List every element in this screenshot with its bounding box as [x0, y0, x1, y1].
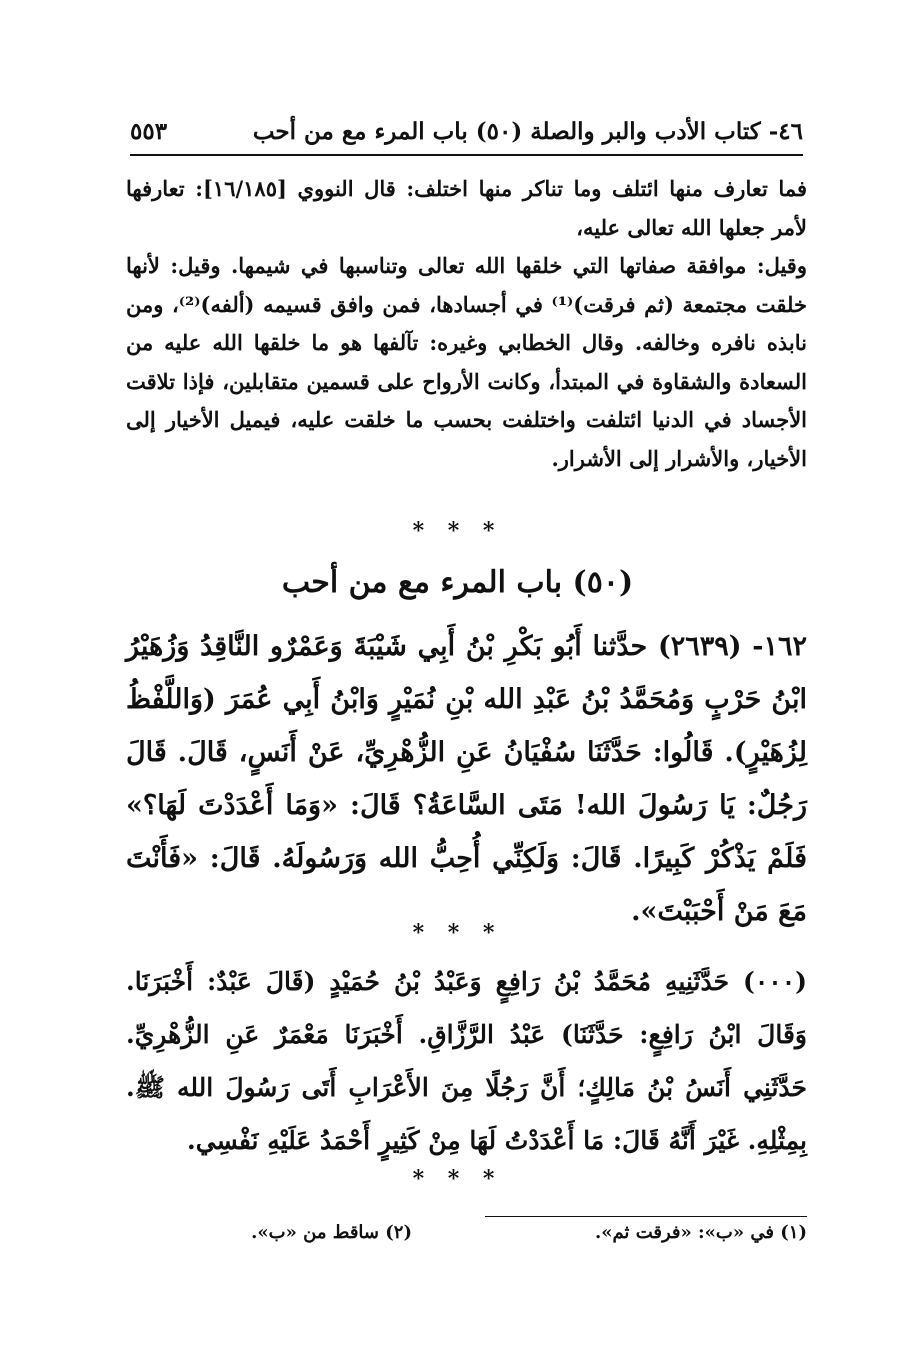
footnote-divider: [485, 1216, 807, 1217]
commentary-paragraph: فما تعارف منها ائتلف وما تناكر منها اختلف: قال النووي [١٦/١٨٥]: تعارفها لأمر جعلها الله تعالى عليه،: [126, 176, 807, 240]
commentary-block: [126, 170, 807, 478]
section-separator: * * *: [412, 518, 503, 544]
footnote-2: (٢) ساقط من «ب».: [251, 1222, 412, 1243]
running-title: ٤٦- كتاب الأدب والبر والصلة (٥٠) باب المرء مع من أحب: [252, 118, 803, 145]
hadith-text: ١٦٢- (٢٦٣٩) حدَّثنا أَبُو بَكْرِ بْنُ أَبِي شَيْبَةَ وَعَمْرٌو النَّاقِدُ وَزُهَيْرُ ابْنُ حَرْبٍ وَمُحَمَّدُ بْنُ عَبْدِ الله بْنِ نُمَيْرٍ وَابْنُ أَبِي عُمَرَ (وَاللَّفْظُ لِزُهَيْرٍ). قَالُوا: حَدَّثَنَا سُفْيَانُ عَنِ الزُّهْرِيِّ، عَنْ أَنَسٍ، قَالَ. قَالَ رَجُلٌ: يَا رَسُولَ الله! مَتَى السَّاعَةُ؟ قَالَ: «وَمَا أَعْدَدْتَ لَهَا؟» فَلَمْ يَذْكُرْ كَبِيرًا. قَالَ: وَلَكِنِّي أُحِبُّ الله وَرَسُولَهُ. قَالَ: «فَأَنْتَ مَعَ مَنْ أَحْبَبْتَ».: [126, 631, 807, 927]
commentary-paragraph: وقيل: موافقة صفاتها التي خلقها الله تعالى وتناسبها في شيمها. وقيل: لأنها خلقت مجتمعة (ثم فرقت)⁽¹⁾ في أجسادها، فمن وافق قسيمه (ألفه)⁽²⁾، ومن نابذه نافره وخالفه. وقال الخطابي وغيره: تآلفها هو ما خلقها الله عليه من السعادة والشقاوة في المبتدأ، وكانت الأرواح على قسمين متقابلين، فإذا تلاقت الأجساد في الدنيا ائتلفت واختلفت بحسب ما خلقت عليه، فيميل الأخيار إلى الأخيار، والأشرار إلى الأشرار.: [126, 253, 807, 471]
page-number: ٥٥٣: [130, 118, 168, 145]
footnote-1: (١) في «ب»: «فرقت ثم».: [594, 1222, 807, 1243]
section-separator: * * *: [412, 920, 503, 946]
hadith-text-secondary: (٠٠٠) حَدَّثَنِيهِ مُحَمَّدُ بْنُ رَافِعٍ وَعَبْدُ بْنُ حُمَيْدٍ (قَالَ عَبْدٌ: أَخْبَرَنَا. وَقَالَ ابْنُ رَافِعٍ: حَدَّثَنَا) عَبْدُ الرَّزَّاقِ. أَخْبَرَنَا مَعْمَرٌ عَنِ الزُّهْرِيِّ. حَدَّثَنِي أَنَسُ بْنُ مَالِكٍ؛ أَنَّ رَجُلًا مِنَ الأَعْرَابِ أَتَى رَسُولَ الله ﷺ. بِمِثْلِهِ. غَيْرَ أَنَّهُ قَالَ: مَا أَعْدَدْتُ لَهَا مِنْ كَثِيرٍ أَحْمَدُ عَلَيْهِ نَفْسِي.: [126, 967, 807, 1155]
section-separator: * * *: [412, 1166, 503, 1192]
page-header: [130, 112, 803, 156]
chapter-title: (٥٠) باب المرء مع من أحب: [281, 565, 634, 600]
